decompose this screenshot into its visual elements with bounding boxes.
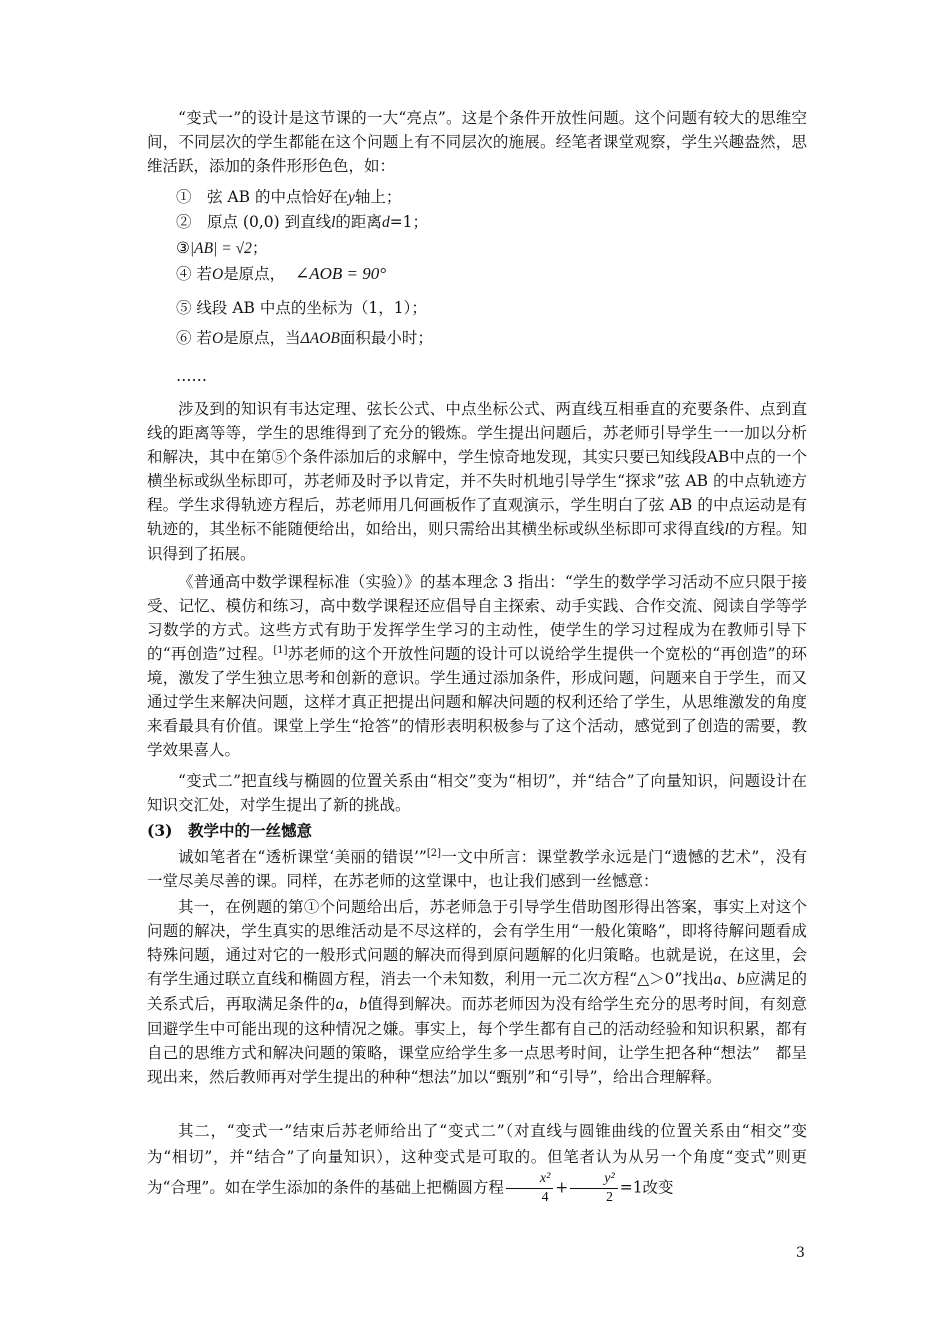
paragraph-text: 一文中所言：课堂教学永远是门“遗憾的艺术”，没有一堂尽美尽善的课。同样，在苏老师的这堂课中，也让我们感到一丝憾意： [147, 848, 807, 890]
paragraph-first-point [147, 895, 807, 1089]
paragraph-text: 其二，“变式一”结束后苏老师给出了“变式二”（对直线与圆锥曲线的位置关系由“相交”变为“相切”，并“结合”了向量知识），这种变式是可取的。但笔者认为从另一个角度“变式”则更为“合理”。如在学生添加的条件的基础上把椭圆方程 [147, 1122, 807, 1197]
item-text: ① 弦 AB 的中点恰好在 [176, 188, 348, 206]
plus-sign: + [555, 1178, 569, 1197]
math-expression: ΔAOB [300, 330, 340, 347]
paragraph-text: 《普通高中数学课程标准（实验）》的基本理念 3 指出：“学生的数学学习活动不应只限于接受、记忆、模仿和练习，高中数学课程还应倡导自主探索、动手实践、合作交流、阅读自学等学习数学的方式。这些方式有助于发挥学生学习的主动性，使学生的学习过程成为在教师引导下的“再创造”过程。 [147, 573, 807, 663]
math-var: y [347, 189, 355, 206]
paragraph-text: ， [343, 995, 360, 1013]
page-number: 3 [796, 1245, 805, 1261]
paragraph-text: 的方程。知识得到了拓展。 [147, 520, 807, 563]
fraction-numerator: y² [570, 1170, 617, 1189]
item-text: ② 原点 (0,0) 到直线 [176, 213, 332, 231]
math-expression: ∠AOB = 90° [295, 264, 387, 283]
paragraph-regret [147, 845, 807, 893]
math-var: O [211, 266, 224, 283]
list-item: ⑤ 线段 AB 中点的坐标为（1，1）； [176, 299, 427, 317]
list-item [176, 236, 267, 261]
math-var: d [381, 214, 390, 231]
item-text: 是原点，当 [223, 329, 301, 347]
fraction-denominator: 4 [541, 1190, 549, 1205]
math-var: O [211, 330, 224, 347]
paragraph-text: 、 [721, 970, 738, 988]
paragraph-text: 值得到解决。而苏老师因为没有给学生充分的思考时间，有刻意回避学生中可能出现的这种情况之嫌。事实上，每个学生都有自己的活动经验和知识积累，都有自己的思维方式和解决问题的策略，课堂应给学生多一点思考时间，让学生把各种“想法” 都呈现出来，然后教师再对学生提出的种种“想法”加以“甄别”和“引导”，给出合理解释。 [147, 995, 807, 1086]
item-text: ③ [176, 239, 190, 257]
item-text: ④ 若 [176, 265, 212, 283]
item-text: 的距离 [335, 213, 382, 231]
paragraph-knowledge [147, 397, 807, 566]
fraction-denominator: 2 [605, 1190, 613, 1205]
list-item [176, 262, 386, 287]
paragraph-text: 应满足的关系式后，再取满足条件的 [147, 970, 807, 1013]
math-var: b [359, 996, 367, 1013]
list-item [176, 185, 401, 210]
item-text: 轴上； [354, 188, 402, 206]
list-item [176, 326, 433, 351]
paragraph-variant-one: “变式一”的设计是这节课的一大“亮点”。这是个条件开放性问题。这个问题有较大的思维空间，不同层次的学生都能在这个问题上有不同层次的施展。经笔者课堂观察，学生兴趣盎然，思维活跃，添加的条件形形色色，如： [147, 109, 807, 175]
ellipsis: …… [176, 367, 207, 385]
paragraph-variant-two: “变式二”把直线与椭圆的位置关系由“相交”变为“相切”，并“结合”了向量知识，问题设计在知识交汇处，对学生提出了新的挑战。 [147, 772, 807, 814]
item-text: =1； [389, 213, 429, 231]
paragraph-text: 其一，在例题的第①个问题给出后，苏老师急于引导学生借助图形得出答案，事实上对这个问题的解决，学生真实的思维活动是不尽这样的，会有学生用“一般化策略”，即将待解问题看成特殊问题，通过对它的一般形式问题的解决而得到原问题解的化归策略。也就是说，在这里，会有学生通过联立直线和椭圆方程，消去一个未知数，利用一元二次方程“△＞0”找出 [147, 898, 807, 988]
math-var: l [724, 521, 729, 538]
item-text: ； [251, 239, 268, 257]
citation-ref: [1] [273, 644, 288, 656]
paragraph-curriculum-standard [147, 570, 807, 762]
paragraph-second-point [147, 1118, 807, 1207]
citation-ref: [2] [426, 847, 441, 859]
math-var: b [737, 971, 745, 988]
item-text: ⑥ 若 [176, 329, 212, 347]
paragraph-text: 苏老师的这个开放性问题的设计可以说给学生提供一个宽松的“再创造”的环境，激发了学生独立思考和创新的意识。学生通过添加条件，形成问题，问题来自于学生，而又通过学生来解决问题，这样才真正把提出问题和解决问题的权利还给了学生，从思维激发的角度来看最具有价值。课堂上学生“抢答”的情形表明积极参与了这个活动，感觉到了创造的需要，教学效果喜人。 [147, 645, 807, 759]
item-text: 是原点， [223, 265, 286, 283]
section-heading: (3) 教学中的一丝憾意 [147, 821, 312, 840]
math-expression: |AB| = √2 [189, 240, 252, 257]
item-text: 面积最小时； [339, 329, 433, 347]
math-var: a [713, 971, 722, 988]
paragraph-text: 涉及到的知识有韦达定理、弦长公式、中点坐标公式、两直线互相垂直的充要条件、点到直线的距离等等，学生的思维得到了充分的锻炼。学生提出问题后，苏老师引导学生一一加以分析和解决，其中在第⑤个条件添加后的求解中，学生惊奇地发现，其实只要已知线段AB中点的一个横坐标或纵坐标即可，苏老师及时予以肯定，并不失时机地引导学生“探求”弦 AB 的中点轨迹方程。学生求得轨迹方程后，苏老师用几何画板作了直观演示，学生明白了弦 AB 的中点运动是有轨迹的，其坐标不能随便给出，如给出，则只需给出其横坐标或纵坐标即可求得直线 [147, 400, 807, 538]
fraction-x [506, 1170, 553, 1207]
math-var: a [335, 996, 344, 1013]
paragraph-text: 诚如笔者在“透析课堂‘美丽的错误’” [178, 848, 427, 866]
math-var: l [331, 214, 336, 231]
list-item [176, 210, 428, 235]
fraction-y [570, 1170, 617, 1207]
fraction-numerator: x² [506, 1170, 553, 1189]
paragraph-text: =1改变 [619, 1178, 674, 1197]
